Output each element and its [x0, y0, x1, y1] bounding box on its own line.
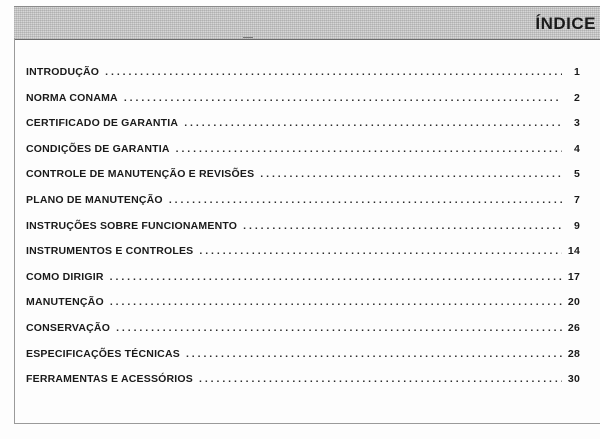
toc-entry-page: 30 [567, 373, 580, 386]
toc-entry-manutencao[interactable] [26, 296, 580, 322]
toc-dot-leader [124, 92, 562, 104]
bottom-border-rule [14, 423, 600, 424]
toc-entry-title: FERRAMENTAS E ACESSÓRIOS [26, 373, 193, 386]
toc-entry-page: 2 [573, 91, 580, 104]
toc-dot-leader [176, 143, 562, 155]
toc-entry-title: CONSERVAÇÃO [26, 321, 111, 334]
toc-dot-leader [243, 220, 562, 232]
toc-dot-leader [169, 194, 562, 206]
toc-entry-title: MANUTENÇÃO [26, 296, 104, 309]
toc-entry-como-dirigir[interactable] [26, 271, 580, 297]
toc-entry-instrucoes-sobre-funcionamento[interactable] [26, 220, 580, 246]
toc-entry-title: INSTRUÇÕES SOBRE FUNCIONAMENTO [26, 219, 238, 232]
toc-dot-leader [116, 322, 562, 334]
toc-entry-page: 1 [573, 66, 580, 78]
toc-entry-introducao[interactable] [26, 66, 580, 92]
toc-entry-plano-de-manutencao[interactable] [26, 194, 580, 220]
toc-entry-conservacao[interactable] [26, 322, 580, 348]
toc-entry-norma-conama[interactable] [26, 92, 580, 118]
toc-entry-page: 20 [567, 296, 580, 309]
toc-entry-page: 26 [567, 321, 580, 334]
toc-entry-title: CERTIFICADO DE GARANTIA [26, 117, 179, 130]
toc-entry-title: CONTROLE DE MANUTENÇÃO E REVISÕES [26, 168, 255, 181]
toc-entry-page: 28 [567, 347, 580, 360]
toc-entry-page: 5 [573, 168, 580, 181]
toc-entry-title: COMO DIRIGIR [26, 270, 104, 283]
page-title: ÍNDICE [535, 14, 596, 33]
toc-dot-leader [105, 66, 562, 78]
toc-entry-page: 14 [567, 245, 580, 258]
toc-entry-title: INSTRUMENTOS E CONTROLES [26, 245, 194, 258]
toc-dot-leader [186, 348, 562, 360]
toc-entry-title: PLANO DE MANUTENÇÃO [26, 193, 163, 206]
table-of-contents [26, 66, 580, 399]
toc-entry-instrumentos-e-controles[interactable] [26, 245, 580, 271]
toc-dot-leader [110, 271, 562, 283]
toc-entry-ferramentas-e-acessorios[interactable] [26, 373, 580, 399]
toc-entry-title: ESPECIFICAÇÕES TÉCNICAS [26, 347, 180, 360]
toc-entry-page: 17 [567, 270, 580, 283]
left-border-rule [14, 38, 15, 423]
toc-entry-controle-de-manutencao[interactable] [26, 168, 580, 194]
toc-entry-title: INTRODUÇÃO [26, 66, 100, 78]
toc-entry-condicoes-de-garantia[interactable] [26, 143, 580, 169]
toc-entry-page: 4 [573, 142, 580, 155]
toc-entry-page: 7 [573, 193, 580, 206]
toc-entry-title: NORMA CONAMA [26, 91, 118, 104]
header-band [14, 6, 600, 40]
toc-dot-leader [110, 296, 562, 308]
toc-entry-certificado-de-garantia[interactable] [26, 117, 580, 143]
toc-entry-page: 3 [573, 117, 580, 130]
toc-entry-title: CONDIÇÕES DE GARANTIA [26, 142, 170, 155]
toc-dot-leader [184, 117, 562, 129]
toc-dot-leader [260, 168, 562, 180]
scan-mark [243, 37, 253, 38]
toc-entry-page: 9 [573, 219, 580, 232]
toc-entry-especificacoes-tecnicas[interactable] [26, 348, 580, 374]
toc-dot-leader [199, 245, 562, 257]
toc-dot-leader [199, 373, 562, 385]
